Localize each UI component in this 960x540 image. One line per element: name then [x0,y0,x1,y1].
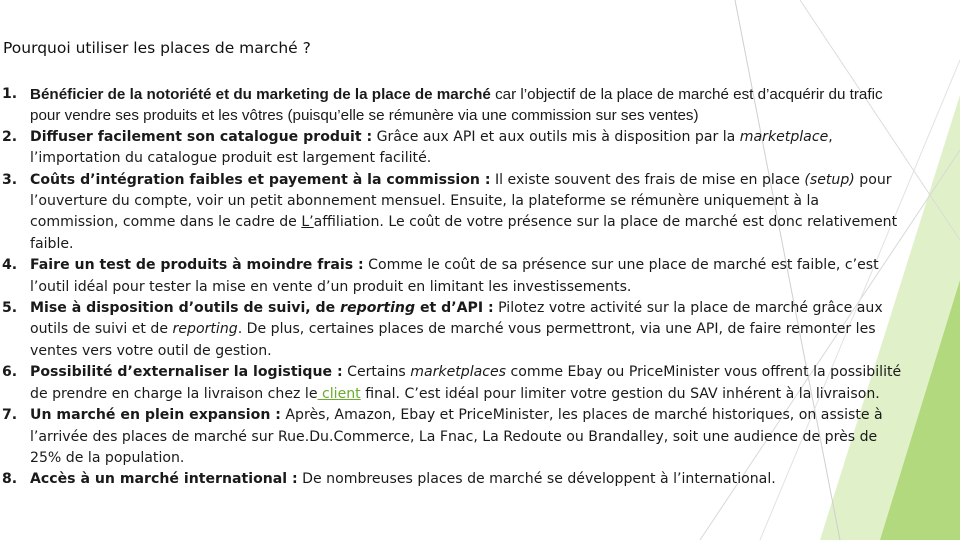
item-text: Il existe souvent des frais de mise en place [490,171,805,188]
item-number: 3. [2,171,18,188]
item-text: , l’importation du catalogue produit est largement facilité. [30,128,833,167]
list-item [0,255,905,298]
list-item [0,84,905,127]
slide-title: Pourquoi utiliser les places de marché ? [3,39,311,57]
item-text: Après, Amazon, Ebay et PriceMinister, les places de marché historiques, on assiste à l’arrivée des places de marché sur Rue.Du.Commerce, La Fnac, La Redoute ou Brandalley, soit une audience de près de 25% de la population. [30,407,883,466]
item-heading: Un marché en plein expansion : [30,407,281,424]
item-heading: Accès à un marché international : [30,471,298,488]
list-item [0,298,905,362]
item-text: . De plus, certaines places de marché vous permettront, via une API, de faire remonter les ventes vers votre outil de gestion. [30,321,876,359]
item-number: 7. [2,407,18,424]
item-heading: Diffuser facilement son catalogue produit : [30,128,373,145]
item-text: trafic [849,86,883,103]
item-italic: (setup) [804,171,855,188]
client-link[interactable]: client [317,385,361,402]
item-number: 5. [2,300,18,317]
item-italic: reporting [172,321,238,338]
list-item [0,405,905,469]
item-italic: marketplace [739,128,829,145]
item-number: 6. [2,364,18,381]
item-heading-italic: reporting [340,300,416,317]
reasons-list [0,84,905,491]
item-text: pour l’ouverture du compte, voir un petit abonnement mensuel. Ensuite, la plateforme se rémunère uniquement à la commission, comme dans le cadre de [30,171,892,231]
item-underlined: L’ [301,214,314,231]
item-text: affiliation. Le coût de votre présence sur la place de marché est donc relativement faible. [30,214,898,252]
item-text: De nombreuses places de marché se développent à l’international. [297,471,776,488]
item-number: 8. [2,471,18,488]
item-italic: marketplaces [410,364,507,381]
item-text: car l’objectif de la place de marché est d’acquérir du [490,86,850,103]
item-heading: Coûts d’intégration faibles et payement à la commission : [30,171,491,188]
list-item [0,127,905,170]
item-text: Certains [342,364,411,381]
item-text: pour vendre ses produits et les vôtres (puisqu’elle se rémunère via une commission sur ses ventes) [30,107,699,125]
list-item [0,469,905,490]
item-heading: Bénéficier de la notoriété et du marketing de la place de marché [30,86,491,103]
item-text: Comme le coût de sa présence sur une place de marché est faible, c’est l’outil idéal pour tester la mise en vente d’un produit en limitant les investissements. [30,257,879,295]
list-item [0,362,905,405]
item-heading: Faire un test de produits à moindre frais : [30,257,364,274]
item-text: Grâce aux API et aux outils mis à disposition par la [372,128,740,145]
item-number: 4. [2,257,18,274]
item-text: Pilotez votre activité sur la place de marché grâce aux outils de suivi et de [30,300,883,338]
item-heading: Mise à disposition d’outils de suivi, de [30,300,341,317]
item-heading: et d’API : [415,300,494,317]
item-number: 2. [2,128,18,145]
list-item [0,170,905,256]
item-text: final. C’est idéal pour limiter votre gestion du SAV inhérent à la livraison. [360,385,880,402]
item-number: 1. [2,86,18,102]
item-heading: Possibilité d’externaliser la logistique : [30,364,343,381]
item-text: comme Ebay ou PriceMinister vous offrent la possibilité de prendre en charge la livraison chez le [30,364,902,402]
